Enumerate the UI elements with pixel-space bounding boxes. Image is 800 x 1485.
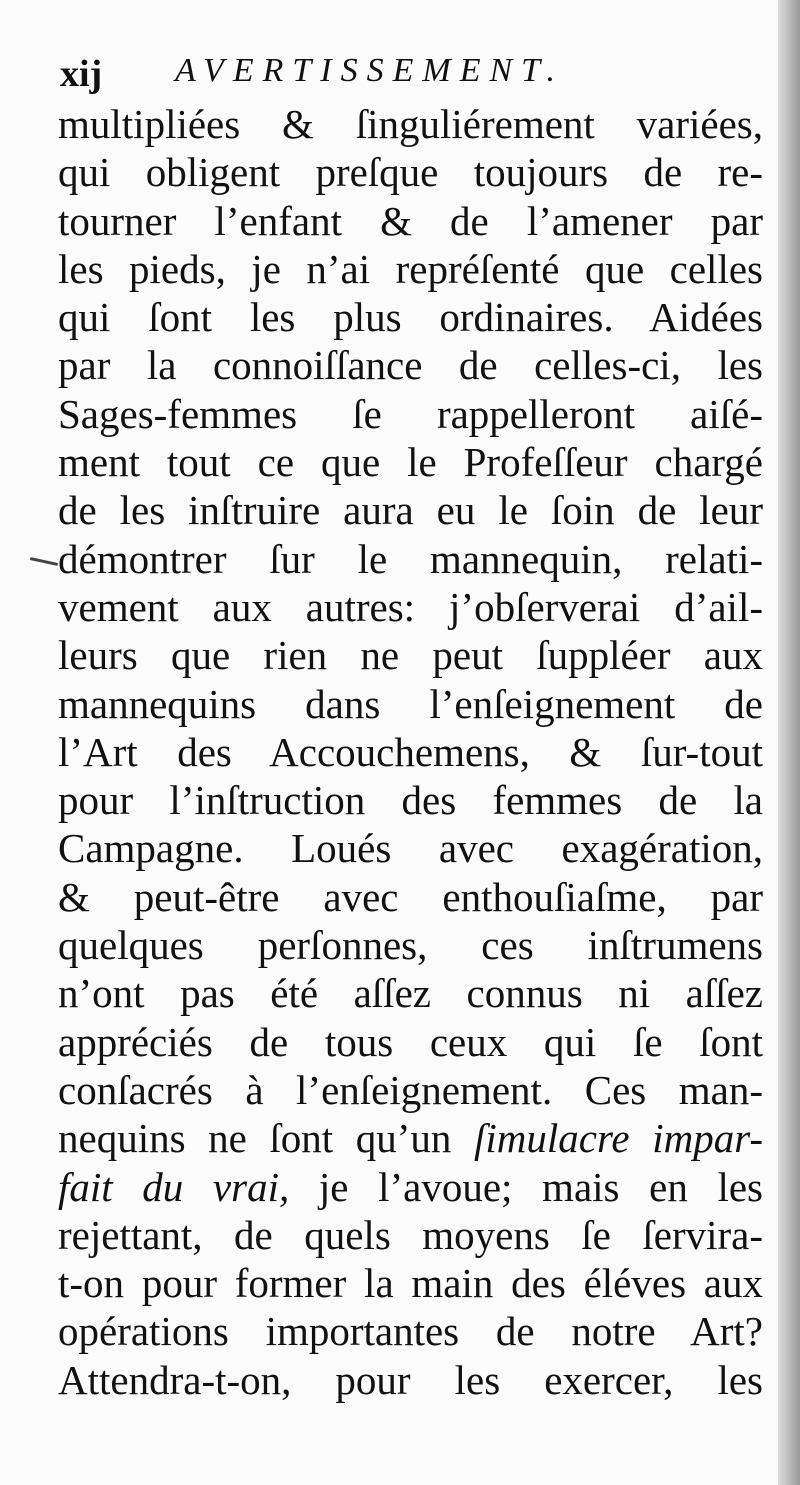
text-line: Campagne. Loués avec exagération, bbox=[58, 825, 763, 872]
page-number: xij bbox=[60, 53, 103, 95]
running-title: AVERTISSEMENT. bbox=[175, 52, 565, 89]
text-line: appréciés de tous ceux qui ſe ſont bbox=[58, 1018, 763, 1065]
italic-phrase: fait du vrai, bbox=[58, 1163, 290, 1210]
text-line: les pieds, je n’ai repréſenté que celles bbox=[58, 245, 763, 292]
text-line: multipliées & ſinguliérement variées, bbox=[58, 101, 763, 147]
text-line: rejettant, de quels moyens ſe ſervira- bbox=[58, 1211, 763, 1258]
text-line: pour l’inſtruction des femmes de la bbox=[58, 777, 763, 824]
text-line: quelques perſonnes, ces inſtrumens bbox=[58, 922, 763, 969]
text-segment: nequins ne ſont qu’un bbox=[58, 1115, 452, 1162]
text-line: opérations importantes de notre Art? bbox=[58, 1308, 763, 1355]
text-line: qui ſont les plus ordinaires. Aidées bbox=[58, 294, 763, 341]
text-line: Attendra-t-on, pour les exercer, les bbox=[58, 1356, 763, 1403]
text-line: par la connoiſſance de celles-ci, les bbox=[58, 342, 763, 389]
text-line: leurs que rien ne peut ſuppléer aux bbox=[58, 632, 763, 679]
text-line: vement aux autres: j’obſerverai d’ail- bbox=[58, 583, 763, 630]
text-line: & peut-être avec enthouſiaſme, par bbox=[58, 873, 763, 920]
ink-mark bbox=[30, 557, 58, 566]
text-line: l’Art des Accouchemens, & ſur-tout bbox=[58, 728, 763, 775]
text-line: t-on pour former la main des éléves aux bbox=[58, 1260, 763, 1307]
text-line: de les inſtruire aura eu le ſoin de leur bbox=[58, 487, 763, 534]
text-line: démontrer ſur le mannequin, relati- bbox=[58, 535, 763, 582]
text-line: conſacrés à l’enſeignement. Ces man- bbox=[58, 1066, 763, 1113]
text-line bbox=[58, 1163, 763, 1211]
page-edge bbox=[778, 0, 800, 1485]
text-line: tourner l’enfant & de l’amener par bbox=[58, 197, 763, 244]
italic-phrase: ſimulacre impar- bbox=[474, 1115, 763, 1162]
text-line: mannequins dans l’enſeignement de bbox=[58, 680, 763, 727]
text-line bbox=[58, 1114, 763, 1162]
text-line: ment tout ce que le Profeſſeur chargé bbox=[58, 439, 763, 486]
page-header bbox=[60, 52, 760, 100]
body-text bbox=[58, 100, 763, 1404]
text-segment: je l’avoue; mais en les bbox=[318, 1163, 763, 1210]
text-line: n’ont pas été aſſez connus ni aſſez bbox=[58, 970, 763, 1017]
text-line: Sages-femmes ſe rappelleront aiſé- bbox=[58, 390, 763, 437]
text-line: qui obligent preſque toujours de re- bbox=[58, 149, 763, 196]
